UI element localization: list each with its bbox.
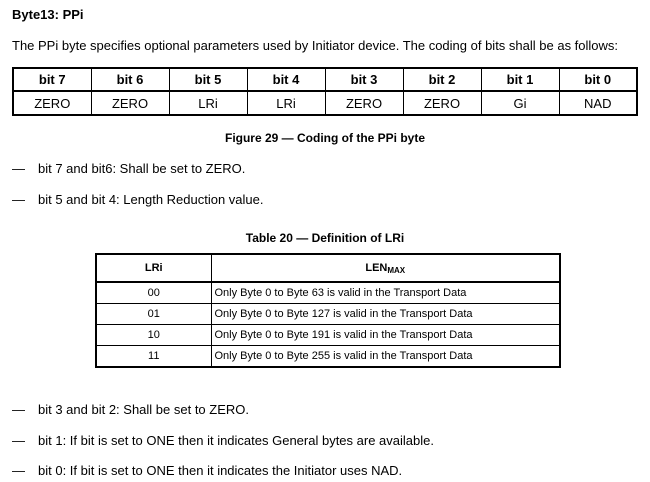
lri-table-header-row (96, 254, 560, 282)
bit-header-cell: bit 6 (91, 68, 169, 91)
table-row (96, 325, 560, 346)
section-heading: Byte13: PPi (12, 7, 84, 22)
bullet-dash: — (12, 463, 25, 478)
bit-table-header-row (13, 68, 637, 91)
bullet-text: bit 1: If bit is set to ONE then it indicates General bytes are available. (38, 433, 434, 448)
bullet-dash: — (12, 192, 25, 207)
bit-value-cell: ZERO (13, 91, 91, 115)
lri-desc-cell: Only Byte 0 to Byte 191 is valid in the Transport Data (211, 325, 560, 346)
bit-value-cell: ZERO (325, 91, 403, 115)
lenmax-header-cell (211, 254, 560, 282)
table-row (96, 282, 560, 304)
bullet-item (12, 433, 434, 448)
bullet-dash: — (12, 161, 25, 176)
bullet-text: bit 7 and bit6: Shall be set to ZERO. (38, 161, 246, 176)
lri-code-cell: 00 (96, 282, 211, 304)
bullet-item (12, 463, 402, 478)
bullet-item (12, 192, 264, 207)
bit-value-cell: ZERO (403, 91, 481, 115)
bit-value-cell: LRi (169, 91, 247, 115)
bullet-item (12, 402, 249, 417)
bit-value-cell: Gi (481, 91, 559, 115)
table-row (96, 304, 560, 325)
intro-paragraph: The PPi byte specifies optional parameters used by Initiator device. The coding of bits shall be as follows: (12, 38, 619, 53)
lri-desc-cell: Only Byte 0 to Byte 127 is valid in the Transport Data (211, 304, 560, 325)
table-row (96, 346, 560, 368)
lri-header-cell: LRi (96, 254, 211, 282)
lri-code-cell: 11 (96, 346, 211, 368)
bit-header-cell: bit 2 (403, 68, 481, 91)
lri-definition-table (95, 253, 561, 368)
bit-header-cell: bit 5 (169, 68, 247, 91)
figure-caption: Figure 29 — Coding of the PPi byte (224, 131, 425, 145)
bit-header-cell: bit 7 (13, 68, 91, 91)
bullet-text: bit 3 and bit 2: Shall be set to ZERO. (38, 402, 250, 417)
lenmax-header-text: LEN (365, 261, 388, 274)
bit-value-cell: ZERO (91, 91, 169, 115)
ppi-bit-table (12, 67, 638, 116)
bullet-dash: — (12, 402, 25, 417)
bullet-dash: — (12, 433, 25, 448)
bit-header-cell: bit 4 (247, 68, 325, 91)
bit-table-value-row (13, 91, 637, 115)
bit-header-cell: bit 1 (481, 68, 559, 91)
bit-header-cell: bit 3 (325, 68, 403, 91)
lri-code-cell: 10 (96, 325, 211, 346)
lenmax-header-subscript: MAX (387, 265, 406, 275)
lri-desc-cell: Only Byte 0 to Byte 63 is valid in the Transport Data (211, 282, 560, 304)
bullet-text: bit 5 and bit 4: Length Reduction value. (38, 192, 264, 207)
bit-value-cell: NAD (559, 91, 637, 115)
bullet-text: bit 0: If bit is set to ONE then it indicates the Initiator uses NAD. (38, 463, 403, 478)
lri-code-cell: 01 (96, 304, 211, 325)
bullet-item (12, 161, 245, 176)
lri-desc-cell: Only Byte 0 to Byte 255 is valid in the Transport Data (211, 346, 560, 368)
table-caption: Table 20 — Definition of LRi (245, 231, 405, 245)
bit-header-cell: bit 0 (559, 68, 637, 91)
bit-value-cell: LRi (247, 91, 325, 115)
